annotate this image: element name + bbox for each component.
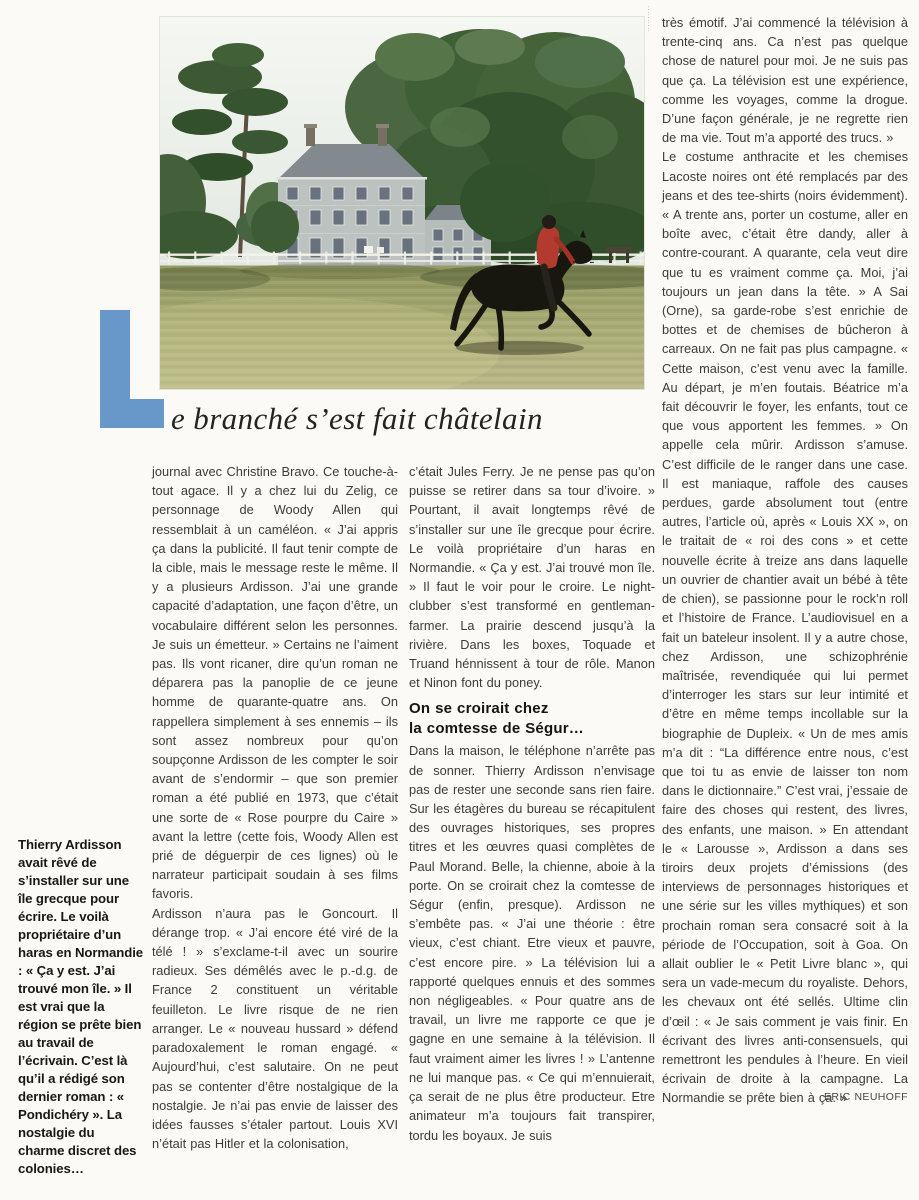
subhead-line-1: On se croirait chez (409, 700, 549, 718)
subhead-line-2: la comtesse de Ségur… (409, 719, 584, 737)
col2-paragraph-1: c’était Jules Ferry. Je ne pense pas qu’on puisse se retirer dans sa tour d’ivoire. » Pourtant, il avait longtemps rêvé de s’installer sur une île grecque pour écrire. Le voilà propriétaire d’un haras en Normandie. « Ça y est. J’ai trouvé mon île. » Il faut le voir pour le croire. Le night-clubber s’est transformé en gentleman-farmer. La prairie descend jusqu’à la rivière. Dans les boxes, Toquade et Truand hénnissent à tour de rôle. Manon et Ninon font du poney. (409, 464, 655, 691)
dropcap-foot (100, 399, 164, 428)
byline: ERIC NEUHOFF (823, 1091, 908, 1104)
body-column-1 (152, 462, 398, 1153)
col3-paragraph-2: Le costume anthracite et les chemises Lacoste noires ont été remplacés par des jeans et des tee-shirts (noirs évidemment). « A trente ans, porter un costume, aller en boîte avec, c’était être dandy, aller à contre-courant. A quarante, cela veut dire que tu es vraiment comme ça. Moi, j’ai toujours un jean dans la tête. » A Sai (Orne), sa garde-robe s’est enrichie de bottes et de chemises de bûcheron à carreaux. On ne fait pas plus campagne. « Cette maison, c’est venu avec la famille. Au départ, je m’en foutais. Béatrice m’a fait découvrir le foyer, les enfants, tout ce que vous apportent les femmes. » On appelle cela mûrir. Ardisson s’amuse. C’est difficile de le ranger dans une case. Il est maniaque, raffole des causes perdues, garde absolument tout (entre autres, l’article où, après « Louis XX », on le traitait de « roi des cons » et cette nouvelle écrite à treize ans dans laquelle un ouvrier de chantier avait un bébé à tête de chien), se passionne pour le rock’n roll et l’histoire de France. L’audiovisuel en a fait un bateleur insolent. Il y a autre chose, chez Ardisson, une schizophrénie maîtrisée, revendiquée qui lui permet d’interroger les stars sur leur intimité et d’être en même temps incollable sur la biographie de Dupleix. « Un de mes amis m’a dit : “La différence entre nous, c’est que toi tu as envie de laisser ton nom dans le dictionnaire.” C’est vrai, j’essaie de faire des choses qui restent, des livres, des enfants, une maison. » En attendant le « Larousse », Ardisson a dans ses tiroirs deux projets d’émissions (des interviews de personnages historiques et une série sur les villes mythiques) et son prochain roman sera consacré soit à la période de l’Occupation, soit à Goa. On allait oublier le « Petit Livre blanc », qui sera un vade-mecum du royaliste. Dehors, les chevaux ont été sellés. Ultime clin d’œil : « Je sais comment je vais finir. En écrivant des livres anti-consensuels, qui remettront les pendules à l’heure. En vieil écrivain de droite à la campagne. La Normandie se prête bien à ça. » (662, 149, 908, 1106)
body-column-3 (662, 13, 908, 1108)
body-column-2 (409, 462, 655, 1145)
section-subhead (409, 699, 655, 738)
photo-credit: ·········· (645, 6, 651, 33)
col1-paragraph-1: journal avec Christine Bravo. Ce touche-à-tout agace. Il y a chez lui du Zelig, ce personnage de Woody Allen qui ressemblait à un caméléon. « J’ai appris ça dans la publicité. Il faut tenir compte de la cible, mais le message reste le même. Il y a plusieurs Ardisson. J’ai une grande capacité d’adaptation, une façon d’être, un vocabulaire différent selon les personnes. Je suis un émetteur. » Certains ne l’aiment pas. Ils vont ricaner, dire qu’un roman ne déparera pas la panoplie de ce jeune homme de quarante-quatre ans. On rappellera simplement à ses ennemis – ils sont assez nombreux pour qu’on soupçonne Ardisson de les compter le soir avant de s’endormir – que son premier roman a été publié en 1973, que c’était une sorte de « Rose pourpre du Caire » avant la lettre (cette fois, Woody Allen est prié de déguerpir de ces lignes) où le narrateur participait soudain à ses films favoris. (152, 464, 398, 902)
hero-photo (160, 17, 644, 389)
article-title: e branché s’est fait châtelain (171, 401, 543, 436)
col1-paragraph-2: Ardisson n’aura pas le Goncourt. Il dérange trop. « J’ai encore été viré de la télé ! » s’exclame-t-il avec un sourire radieux. Ses démêlés avec le p.-d.g. de France 2 constituent un véritable feuilleton. Le livre risque de ne rien arranger. Le « nouveau hussard » défend paradoxalement le roman engagé. « Aujourd’hui, c’est salutaire. On ne peut pas se contenter d’être nostalgique de la nostalgie. Je n’ai pas envie de laisser des idées fausses s’étaler partout. Louis XVI n’était pas Hitler et la colonisation, (152, 905, 398, 1152)
col2-paragraph-2: Dans la maison, le téléphone n’arrête pas de sonner. Thierry Ardisson n’envisage pas de rester une seconde sans rien faire. Sur les étagères du bureau se récapitulent des ouvrages historiques, ses propres titres et les œuvres quasi complètes de Paul Morand. Belle, la chienne, aboie à la porte. On se croirait chez la comtesse de Ségur (enfin, presque). Ardisson ne s’embête pas. « J’ai une théorie : être vieux, c’est chiant. Etre vieux et pauvre, c’est encore pire. » La télévision lui a rapporté quelques ennuis et des sommes non négligeables. « Pour quatre ans de travail, un livre me rapporte ce que je gagne en une semaine à la télévision. Il faut vraiment aimer les livres ! » L’antenne ne lui manque pas. « Ce qui m’ennuierait, ça serait de ne plus être producteur. Etre animateur m’a toujours fait transpirer, tordu les boyaux. Je suis (409, 743, 655, 1143)
dropcap-L (100, 310, 164, 428)
col3-paragraph-1: très émotif. J’ai commencé la télévision à trente-cinq ans. Ca n’est pas quelque chose de naturel pour moi. Je ne suis pas que ça. La télévision est une expérience, comme les voyages, comme la drogue. D’une façon générale, je ne regrette rien de ma vie. Tout m’a apporté des trucs. » (662, 15, 908, 146)
hero-photo-illustration (160, 17, 644, 389)
sidebar-deck: Thierry Ardisson avait rêvé de s’installer sur une île grecque pour écrire. Le voilà propriétaire d’un haras en Normandie : « Ça y est. J’ai trouvé mon île. » Il est vrai que la région se prête bien au travail de l’écrivain. C’est là qu’il a rédigé son dernier roman : « Pondichéry ». La nostalgie du charme discret des colonies… (18, 837, 143, 1176)
meadow (160, 263, 644, 389)
